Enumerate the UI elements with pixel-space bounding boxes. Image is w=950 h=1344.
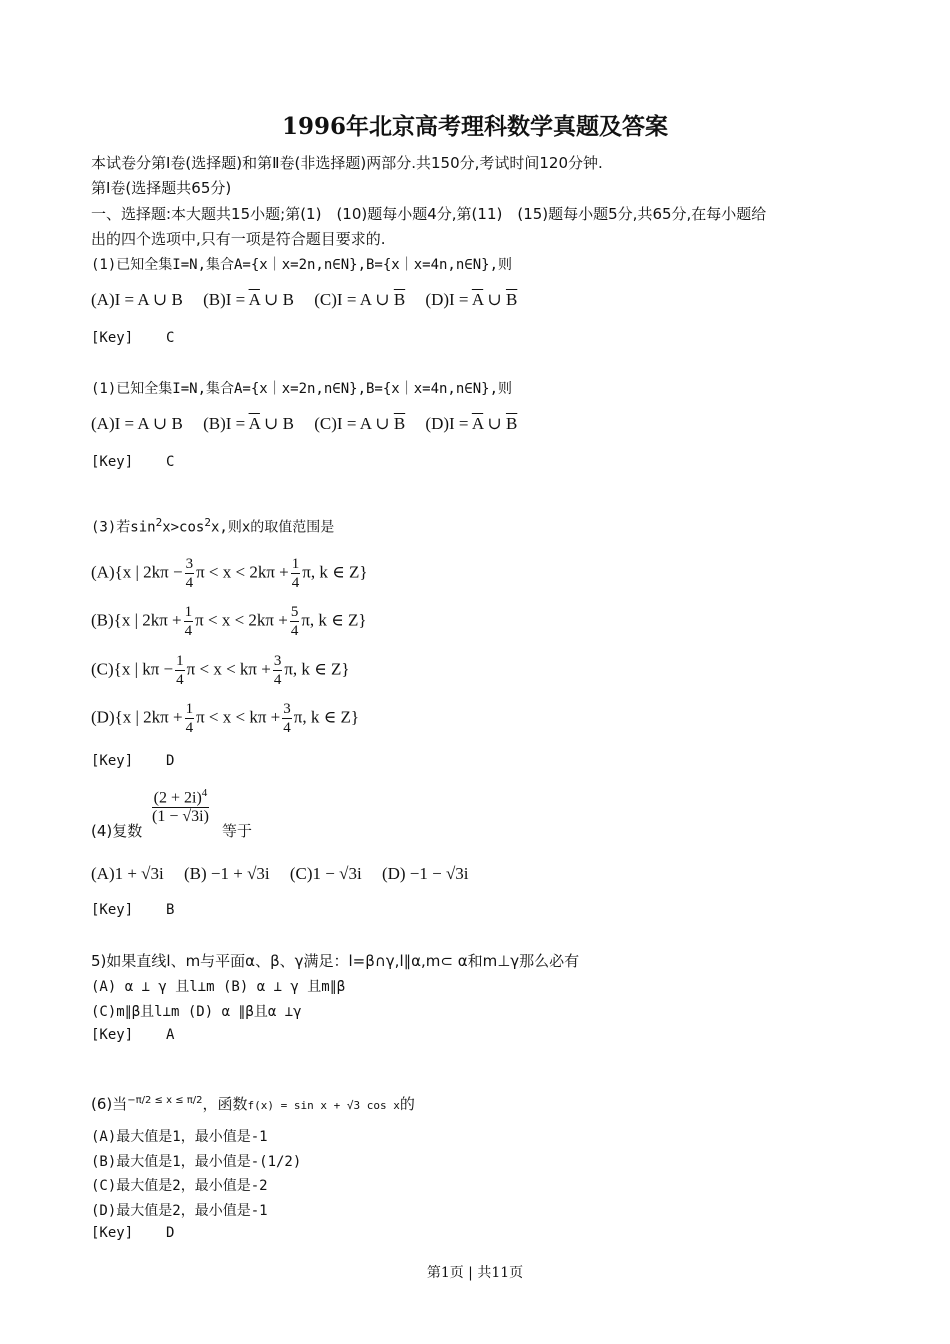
- q1-option-a: (A)I = A ∪ B: [91, 414, 183, 433]
- q4-fraction: $\frac{(2 + 2i)^4}{(1 - √3i)}$: [150, 784, 211, 826]
- q1-option-d: $(D)I = \overline{A}$ ∪ $\overline{B}$: [425, 290, 518, 309]
- q6-key: [Key] D: [91, 1225, 175, 1241]
- q3-key: [Key] D: [91, 753, 175, 769]
- intro-line-2: 第Ⅰ卷(选择题共65分): [91, 179, 232, 197]
- q1-option-b: $(B)I = \overline{A}$ ∪ B: [203, 414, 295, 433]
- q1-option-a: (A)I = A ∪ B: [91, 290, 183, 309]
- q1-option-c: (C)I = A ∪ $\overline{B}$: [314, 290, 406, 309]
- q3-option-c: (C){x | kπ − $\frac{1}{4}$ π < x < kπ + $\frac{3}{4}$ π, k ∈ Z}: [91, 653, 350, 688]
- q6-stem: (6)当$^{-\pi/2 \le x \le \pi/2}$，函数f(x) = sin x + √3 cos x的: [91, 1095, 415, 1113]
- q3-option-a: (A){x | 2kπ − $\frac{3}{4}$ π < x < 2kπ + $\frac{1}{4}$ π, k ∈ Z}: [91, 556, 368, 591]
- q1-option-c: (C)I = A ∪ $\overline{B}$: [314, 414, 406, 433]
- q3-option-d: (D){x | 2kπ + $\frac{1}{4}$ π < x < kπ + $\frac{3}{4}$ π, k ∈ Z}: [91, 701, 359, 736]
- q5-options-cd: (C)m∥β且l⊥m (D) α ∥β且α ⊥γ: [91, 1004, 302, 1020]
- q3-option-b: (B){x | 2kπ + $\frac{1}{4}$ π < x < 2kπ + $\frac{5}{4}$ π, k ∈ Z}: [91, 604, 367, 639]
- q1-option-b: $(B)I = \overline{A}$ ∪ B: [203, 290, 295, 309]
- q1-options-repeat: [91, 414, 533, 434]
- q4-options: [91, 864, 485, 884]
- intro-line-4: 出的四个选项中,只有一项是符合题目要求的.: [91, 230, 386, 248]
- q6-option-b: (B)最大值是1，最小值是-(1/2): [91, 1154, 302, 1170]
- q4-key: [Key] B: [91, 902, 175, 918]
- q4-option-c: (C)1 − √3i: [289, 864, 362, 883]
- q3-stem: (3)若$\sin^2x>\cos^2x$,则x的取值范围是: [91, 516, 335, 536]
- q4-stem-post: 等于: [222, 822, 253, 840]
- intro-line-1: 本试卷分第Ⅰ卷(选择题)和第Ⅱ卷(非选择题)两部分.共150分,考试时间120分钟.: [91, 154, 603, 172]
- q4-option-a: (A)1 + √3i: [91, 864, 164, 883]
- q4-option-d: (D) −1 − √3i: [381, 864, 469, 883]
- q1-key: [Key] C: [91, 330, 175, 346]
- q4-option-b: (B) −1 + √3i: [184, 864, 270, 883]
- q1-options: [91, 290, 533, 310]
- q5-options-ab: (A) α ⊥ γ 且l⊥m (B) α ⊥ γ 且m∥β: [91, 979, 346, 995]
- q1-key-repeat: [Key] C: [91, 454, 175, 470]
- intro-line-3: 一、选择题:本大题共15小题;第(1) (10)题每小题4分,第(11) (15)题每小题5分,共65分,在每小题给: [91, 205, 767, 223]
- page-footer: 第1页 | 共11页: [426, 1265, 524, 1281]
- page-title: 1996年北京高考理科数学真题及答案: [281, 113, 668, 140]
- q6-option-d: (D)最大值是2，最小值是-1: [91, 1203, 268, 1219]
- q1-stem: (1)已知全集I=N,集合A={x｜x=2n,n∈N},B={x｜x=4n,n∈N},则: [91, 257, 513, 273]
- q4-stem-pre: (4)复数: [91, 822, 143, 840]
- q1-stem-repeat: (1)已知全集I=N,集合A={x｜x=2n,n∈N},B={x｜x=4n,n∈N},则: [91, 381, 513, 397]
- q6-option-a: (A)最大值是1，最小值是-1: [91, 1129, 268, 1145]
- q6-option-c: (C)最大值是2，最小值是-2: [91, 1178, 268, 1194]
- q1-option-d: $(D)I = \overline{A}$ ∪ $\overline{B}$: [425, 414, 518, 433]
- q5-key: [Key] A: [91, 1027, 175, 1043]
- q5-stem: 5)如果直线l、m与平面α、β、γ满足：l=β∩γ,l∥α,m⊂ α和m⊥γ那么必有: [91, 952, 580, 970]
